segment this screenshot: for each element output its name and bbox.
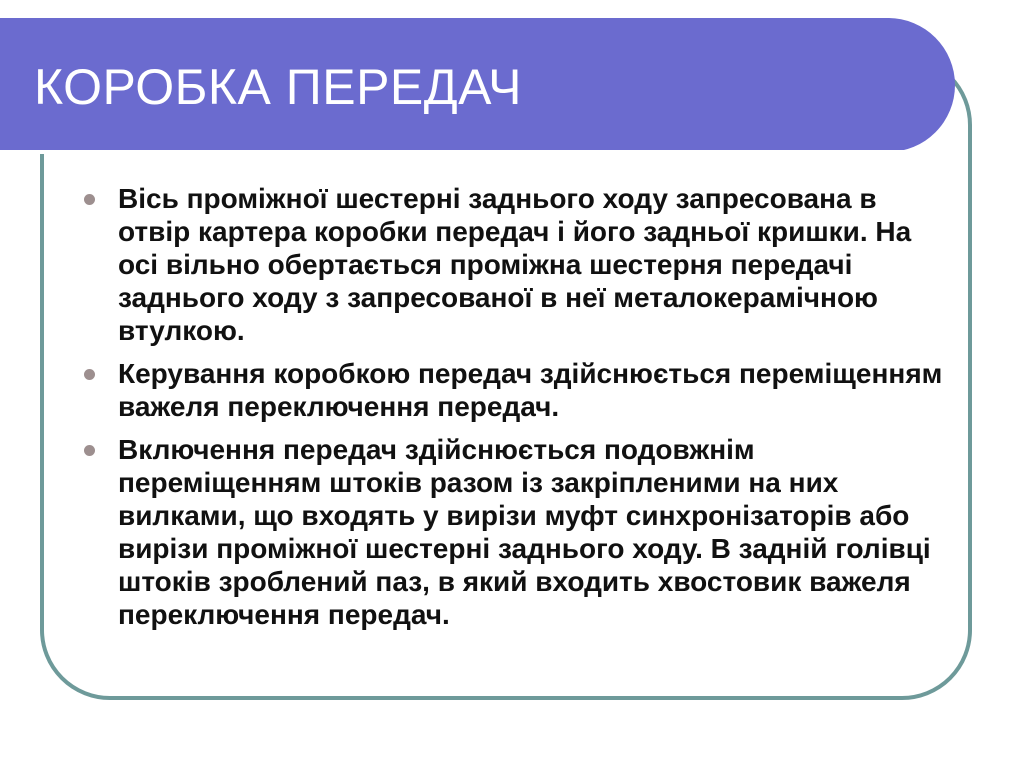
- bullet-dot-icon: [84, 194, 95, 205]
- bullet-list: [80, 182, 950, 641]
- bullet-text: Керування коробкою передач здійснюється переміщенням важеля переключення передач.: [118, 358, 943, 422]
- slide-title: КОРОБКА ПЕРЕДАЧ: [34, 59, 522, 115]
- title-bar: [0, 18, 955, 152]
- bullet-text: Включення передач здійснюється подовжнім переміщенням штоків разом із закріпленими на них вилками, що входять у вирізи муфт синхронізаторів або вирізи проміжної шестерні заднього ходу. В задній голівці штоків зроблений паз, в який входить хвостовик важеля переключення передач.: [118, 434, 931, 630]
- title-underline: [0, 150, 905, 154]
- bullet-item: [80, 357, 950, 423]
- bullet-dot-icon: [84, 369, 95, 380]
- bullet-dot-icon: [84, 445, 95, 456]
- bullet-item: [80, 433, 950, 631]
- bullet-text: Вісь проміжної шестерні заднього ходу запресована в отвір картера коробки передач і його задньої кришки. На осі вільно обертається проміжна шестерня передачі заднього ходу з запресованої в неї металокерамічною втулкою.: [118, 183, 912, 346]
- bullet-item: [80, 182, 950, 347]
